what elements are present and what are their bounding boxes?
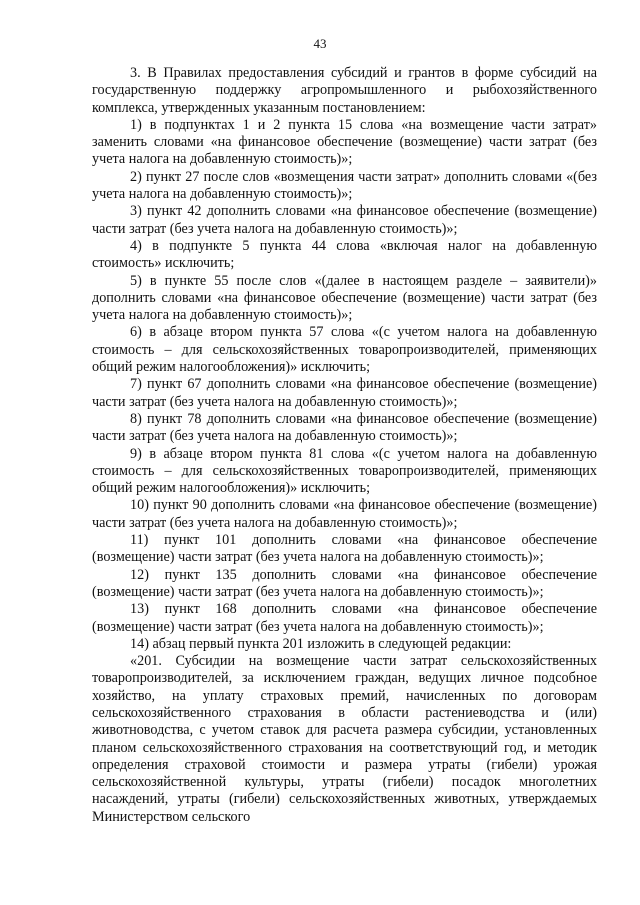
paragraph-intro: 3. В Правилах предоставления субсидий и грантов в форме субсидий на государственную поддержку агропромышленного и рыбохозяйственного комплекса, утвержденных указанным постановлением:: [92, 65, 597, 116]
paragraph-item-3: 3) пункт 42 дополнить словами «на финансовое обеспечение (возмещение) части затрат (без учета налога на добавленную стоимость)»;: [92, 203, 597, 237]
paragraph-item-6: 6) в абзаце втором пункта 57 слова «(с учетом налога на добавленную стоимость – для сельскохозяйственных товаропроизводителей, применяющих общий режим налогообложения)» исключить;: [92, 324, 597, 376]
paragraph-quoted-201: «201. Субсидии на возмещение части затрат сельскохозяйственных товаропроизводителей, за исключением граждан, ведущих личное подсобное хозяйство, на уплату страховых премий, начисленных по договорам сельскохозяйственного страхования в области растениеводства и (или) животноводства, с учетом ставок для расчета размера субсидии, установленных планом сельскохозяйственного страхования на соответствующий год, и методик определения страховой стоимости и размера утраты (гибели) урожая сельскохозяйственной культуры, утраты (гибели) посадок многолетних насаждений, утраты (гибели) сельскохозяйственных животных, утверждаемых Министерством сельского: [92, 653, 597, 825]
paragraph-item-13: 13) пункт 168 дополнить словами «на финансовое обеспечение (возмещение) части затрат (без учета налога на добавленную стоимость)»;: [92, 601, 597, 635]
paragraph-item-1: 1) в подпунктах 1 и 2 пункта 15 слова «на возмещение части затрат» заменить словами «на финансовое обеспечение (возмещение) части затрат (без учета налога на добавленную стоимость)»;: [92, 116, 597, 168]
document-body: [92, 65, 597, 826]
paragraph-item-7: 7) пункт 67 дополнить словами «на финансовое обеспечение (возмещение) части затрат (без учета налога на добавленную стоимость)»;: [92, 376, 597, 410]
paragraph-item-12: 12) пункт 135 дополнить словами «на финансовое обеспечение (возмещение) части затрат (без учета налога на добавленную стоимость)»;: [92, 566, 597, 600]
paragraph-item-8: 8) пункт 78 дополнить словами «на финансовое обеспечение (возмещение) части затрат (без учета налога на добавленную стоимость)»;: [92, 410, 597, 445]
paragraph-item-5: 5) в пункте 55 после слов «(далее в настоящем разделе – заявители)» дополнить словами «на финансовое обеспечение (возмещение) части затрат (без учета налога на добавленную стоимость)»;: [92, 272, 597, 324]
paragraph-item-11: 11) пункт 101 дополнить словами «на финансовое обеспечение (возмещение) части затрат (без учета налога на добавленную стоимость)»;: [92, 532, 597, 566]
paragraph-item-4: 4) в подпункте 5 пункта 44 слова «включая налог на добавленную стоимость» исключить;: [92, 237, 597, 272]
paragraph-item-10: 10) пункт 90 дополнить словами «на финансовое обеспечение (возмещение) части затрат (без учета налога на добавленную стоимость)»;: [92, 497, 597, 531]
paragraph-item-14: 14) абзац первый пункта 201 изложить в следующей редакции:: [130, 635, 512, 652]
page-number: 43: [313, 36, 327, 51]
paragraph-item-2: 2) пункт 27 после слов «возмещения части затрат» дополнить словами «(без учета налога на добавленную стоимость)»;: [92, 168, 597, 203]
paragraph-item-9: 9) в абзаце втором пункта 81 слова «(с учетом налога на добавленную стоимость – для сельскохозяйственных товаропроизводителей, применяющих общий режим налогообложения)» исключить;: [92, 445, 597, 497]
